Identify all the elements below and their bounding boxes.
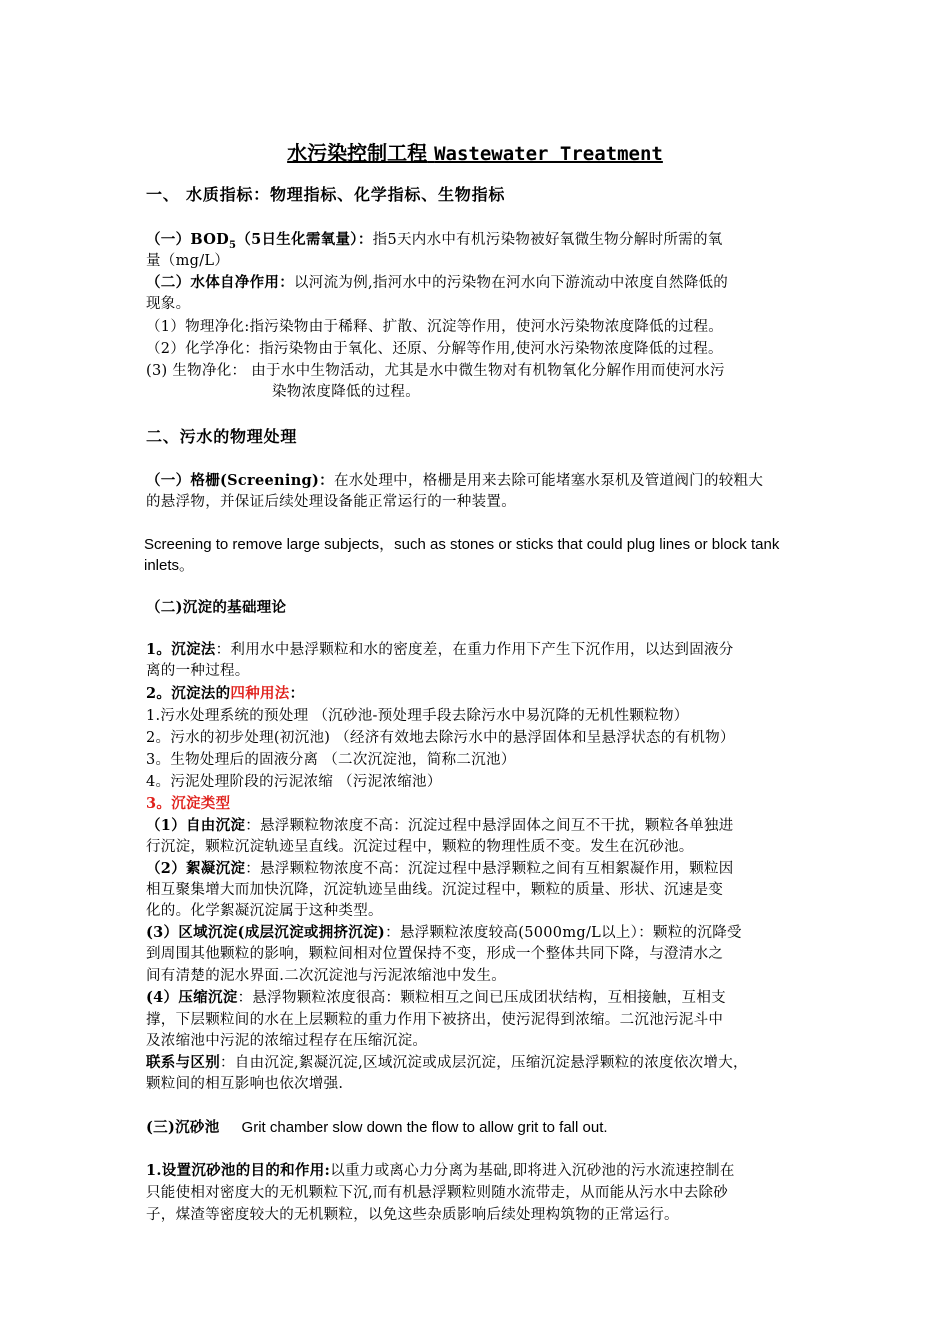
zone-settling-line-1: (3）区域沉淀(成层沉淀或拥挤沉淀)：悬浮颗粒浓度较高(5000mg/L以上）：颗粒的沉降受 bbox=[146, 924, 742, 941]
purification-item-1: （1）物理净化:指污染物由于稀释、扩散、沉淀等作用，使河水污染物浓度降低的过程。 bbox=[146, 319, 724, 335]
purification-item-3-cont: 染物浓度降低的过程。 bbox=[272, 384, 420, 400]
zone-settling-line-3: 间有清楚的泥水界面.二次沉淀池与污泥浓缩池中发生。 bbox=[146, 968, 507, 984]
grit-purpose-line-3: 子，煤渣等密度较大的无机颗粒，以免这些杂质影响后续处理构筑物的正常运行。 bbox=[146, 1207, 679, 1223]
section-1-heading: 一、 水质指标：物理指标、化学指标、生物指标 bbox=[146, 185, 506, 204]
relation-line-1: 联系与区别：自由沉淀,絮凝沉淀,区域沉淀或成层沉淀，压缩沉淀悬浮颗粒的浓度依次增大， bbox=[146, 1054, 748, 1071]
flocculent-settling-line-1: （2）絮凝沉淀：悬浮颗粒物浓度不高：沉淀过程中悬浮颗粒之间有互相絮凝作用，颗粒因 bbox=[146, 860, 734, 877]
screening-line-2: 的悬浮物，并保证后续处理设备能正常运行的一种装置。 bbox=[146, 494, 516, 510]
flocculent-settling-line-2: 相互聚集增大而加快沉降，沉淀轨迹呈曲线。沉淀过程中，颗粒的质量、形状、沉速是变 bbox=[146, 882, 724, 898]
compression-settling-line-1: (4）压缩沉淀：悬浮物颗粒浓度很高：颗粒相互之间已压成团状结构，互相接触，互相支 bbox=[146, 989, 726, 1006]
bod-paragraph-line-1: （一）$BOD_5(5$日生化需氧量）：指5天内水中有机污染物被好氧微生物分解时所需的氧 bbox=[146, 231, 723, 251]
purification-item-2: （2）化学净化：指污染物由于氧化、还原、分解等作用,使河水污染物浓度降低的过程。 bbox=[146, 341, 723, 357]
title-english: Wastewater Treatment bbox=[434, 143, 663, 165]
sedimentation-uses-heading: 2。沉淀法的四种用法： bbox=[146, 685, 305, 702]
sedimentation-use-4: 4。污泥处理阶段的污泥浓缩 （污泥浓缩池） bbox=[146, 774, 442, 790]
grit-chamber-heading: (三)沉砂池 Grit chamber slow down the flow to allow grit to fall out. bbox=[146, 1119, 608, 1136]
bod-paragraph-line-2: 量（mg/L） bbox=[146, 253, 230, 269]
document-title bbox=[0, 140, 950, 167]
sedimentation-heading: （二)沉淀的基础理论 bbox=[146, 599, 287, 616]
screening-english-line-2: inlets。 bbox=[144, 557, 195, 574]
grit-purpose-line-1: 1.设置沉砂池的目的和作用:以重力或离心力分离为基础,即将进入沉砂池的污水流速控制在 bbox=[146, 1162, 735, 1179]
compression-settling-line-2: 撑，下层颗粒间的水在上层颗粒的重力作用下被挤出，使污泥得到浓缩。二沉池污泥斗中 bbox=[146, 1012, 724, 1028]
flocculent-settling-line-3: 化的。化学絮凝沉淀属于这种类型。 bbox=[146, 903, 383, 919]
bod-label: （一）$BOD_5(5$日生化需氧量）： bbox=[146, 231, 373, 251]
sedimentation-use-3: 3。生物处理后的固液分离 （二次沉淀池，简称二沉池） bbox=[146, 752, 516, 768]
free-settling-line-1: （1）自由沉淀：悬浮颗粒物浓度不高：沉淀过程中悬浮固体之间互不干扰，颗粒各单独进 bbox=[146, 817, 734, 834]
sedimentation-use-2: 2。污水的初步处理(初沉池) （经济有效地去除污水中的悬浮固体和呈悬浮状态的有机物） bbox=[146, 730, 735, 746]
screening-line-1: （一）格栅(Screening)：在水处理中，格栅是用来去除可能堵塞水泵机及管道阀门的较粗大 bbox=[146, 472, 764, 489]
compression-settling-line-3: 及浓缩池中污泥的浓缩过程存在压缩沉淀。 bbox=[146, 1033, 428, 1049]
sedimentation-types-heading: 3。沉淀类型 bbox=[146, 795, 231, 812]
screening-english-line-1: Screening to remove large subjects，such as stones or sticks that could plug lines or block tank bbox=[144, 536, 780, 553]
free-settling-line-2: 行沉淀，颗粒沉淀轨迹呈直线。沉淀过程中，颗粒的物理性质不变。发生在沉砂池。 bbox=[146, 839, 694, 855]
sedimentation-method-line-2: 离的一种过程。 bbox=[146, 663, 250, 679]
section-2-heading: 二、污水的物理处理 bbox=[146, 427, 298, 446]
purification-item-3: (3) 生物净化： 由于水中生物活动，尤其是水中微生物对有机物氧化分解作用而使河水污 bbox=[146, 363, 725, 379]
grit-purpose-line-2: 只能使相对密度大的无机颗粒下沉,而有机悬浮颗粒则随水流带走，从而能从污水中去除砂 bbox=[146, 1185, 729, 1201]
self-purification-line-2: 现象。 bbox=[146, 296, 191, 312]
self-purification-line-1: （二）水体自净作用：以河流为例,指河水中的污染物在河水向下游流动中浓度自然降低的 bbox=[146, 274, 729, 291]
zone-settling-line-2: 到周围其他颗粒的影响，颗粒间相对位置保持不变，形成一个整体共同下降，与澄清水之 bbox=[146, 946, 724, 962]
title-chinese: 水污染控制工程 bbox=[287, 141, 428, 165]
relation-line-2: 颗粒间的相互影响也依次增强. bbox=[146, 1076, 344, 1092]
sedimentation-method-line-1: 1。沉淀法：利用水中悬浮颗粒和水的密度差，在重力作用下产生下沉作用，以达到固液分 bbox=[146, 641, 734, 658]
sedimentation-use-1: 1.污水处理系统的预处理 （沉砂池-预处理手段去除污水中易沉降的无机性颗粒物） bbox=[146, 708, 689, 724]
